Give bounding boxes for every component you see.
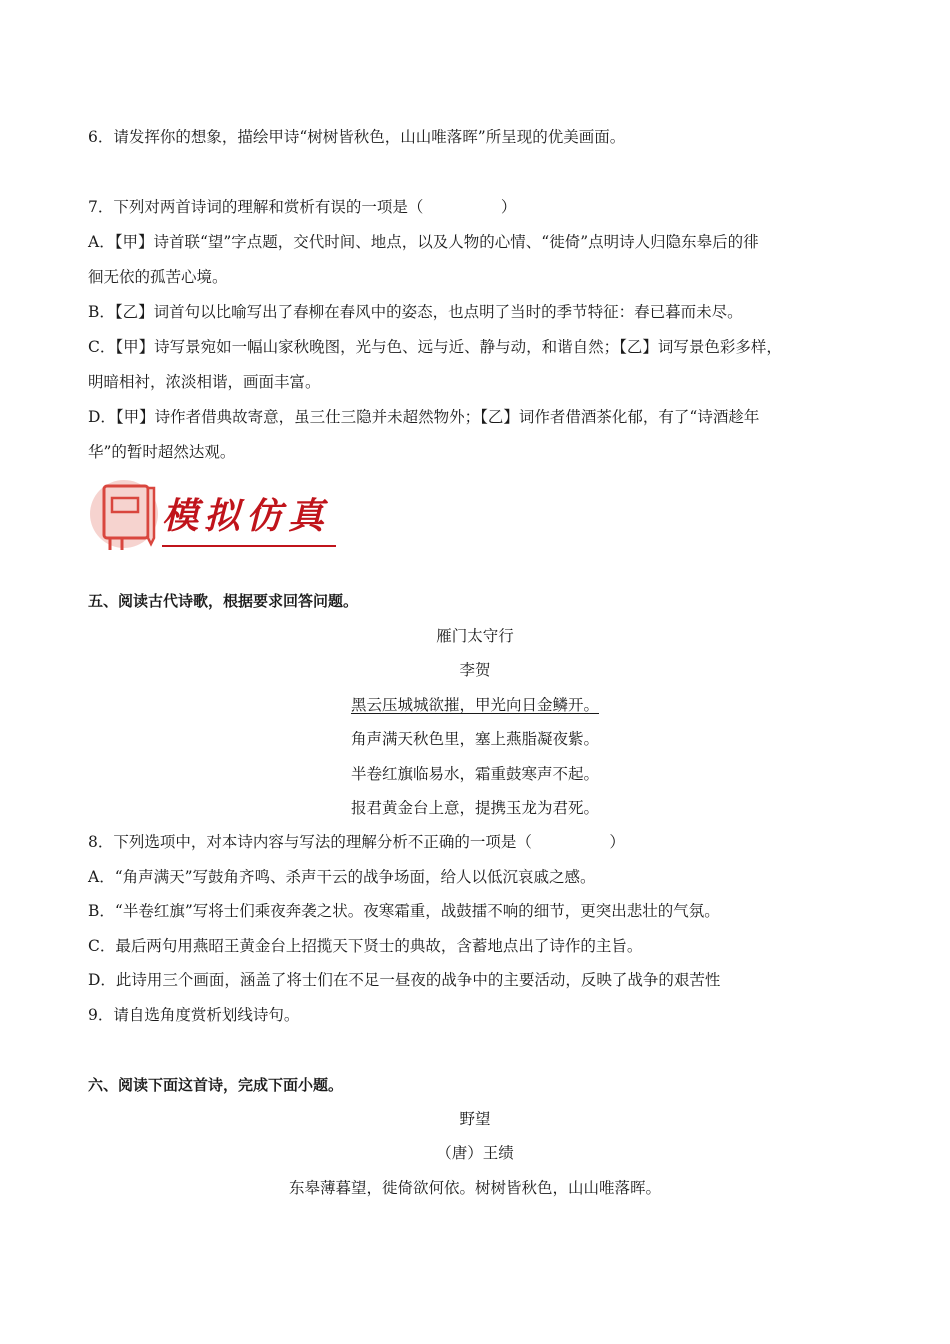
poem-title-yewang: 野望 [459, 1110, 491, 1128]
question-7-option-a: A．【甲】诗首联“望”字点题，交代时间、地点，以及人物的心情、“徙倚”点明诗人归隐东皋后的徘 [88, 233, 759, 251]
question-8-option-b: B．“半卷红旗”写将士们乘夜奔袭之状。夜寒霜重，战鼓擂不响的细节，更突出悲壮的气氛。 [88, 902, 720, 920]
section-6-heading: 六、阅读下面这首诗，完成下面小题。 [88, 1076, 344, 1094]
poem-title-yanmen: 雁门太守行 [436, 627, 514, 645]
banner-underline [162, 545, 336, 547]
section-5-heading: 五、阅读古代诗歌，根据要求回答问题。 [88, 592, 359, 610]
underlined-verse: 黑云压城城欲摧，甲光向日金鳞开。 [350, 696, 599, 714]
question-7-option-c-cont: 明暗相衬，浓淡相谐，画面丰富。 [88, 373, 321, 391]
banner-title: 模拟仿真 [162, 496, 331, 537]
question-7-option-d-cont: 华”的暂时超然达观。 [88, 443, 236, 461]
question-8-stem: 8．下列选项中，对本诗内容与写法的理解分析不正确的一项是（ ） [88, 833, 625, 851]
question-8-option-c: C．最后两句用燕昭王黄金台上招揽天下贤士的典故，含蓄地点出了诗作的主旨。 [88, 937, 643, 955]
question-8-option-d: D．此诗用三个画面，涵盖了将士们在不足一昼夜的战争中的主要活动，反映了战争的艰苦性 [88, 971, 721, 989]
question-6: 6．请发挥你的想象，描绘甲诗“树树皆秋色，山山唯落晖”所呈现的优美画面。 [88, 128, 626, 146]
poem-yewang-line-1: 东皋薄暮望，徙倚欲何依。树树皆秋色，山山唯落晖。 [288, 1179, 661, 1197]
poem-line-1-underlined [0, 694, 950, 716]
question-7-option-d: D．【甲】诗作者借典故寄意，虽三仕三隐并未超然物外；【乙】词作者借酒茶化郁，有了“诗酒趁年 [88, 408, 760, 426]
question-8-option-a: A．“角声满天”写鼓角齐鸣、杀声干云的战争场面，给人以低沉哀戚之感。 [88, 868, 596, 886]
question-7-option-b: B．【乙】词首句以比喻写出了春柳在春风中的姿态，也点明了当时的季节特征：春已暮而未尽。 [88, 303, 743, 321]
question-9: 9．请自选角度赏析划线诗句。 [88, 1006, 300, 1024]
question-7-option-c: C．【甲】诗写景宛如一幅山家秋晚图，光与色、远与近、静与动，和谐自然；【乙】词写景色彩多样， [88, 338, 782, 356]
poem-line-4: 报君黄金台上意，提携玉龙为君死。 [350, 799, 599, 817]
poem-author-lihe: 李贺 [459, 661, 491, 679]
poem-line-2: 角声满天秋色里，塞上燕脂凝夜紫。 [350, 730, 599, 748]
poem-line-3: 半卷红旗临易水，霜重鼓寒声不起。 [350, 765, 599, 783]
question-7-stem: 7．下列对两首诗词的理解和赏析有误的一项是（ ） [88, 198, 517, 216]
question-7-option-a-cont: 徊无依的孤苦心境。 [88, 268, 228, 286]
poem-author-wangji: （唐）王绩 [436, 1144, 514, 1162]
